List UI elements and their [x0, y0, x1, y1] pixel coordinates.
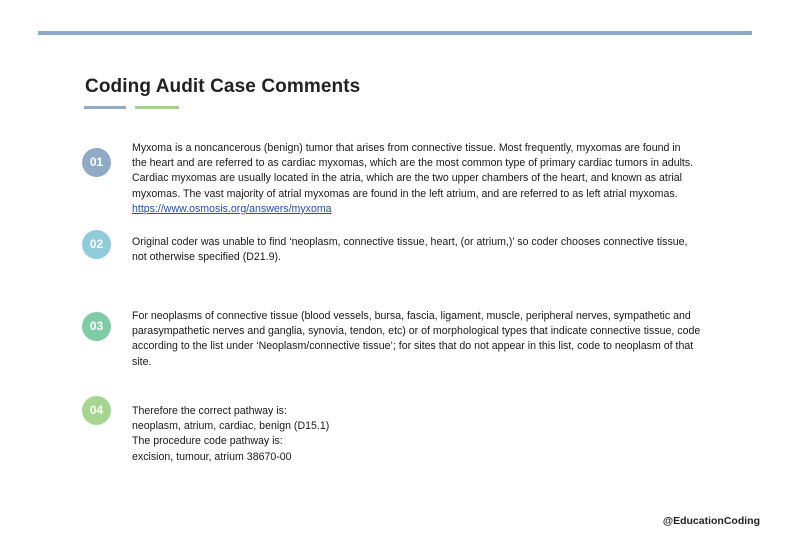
number-badge-02: 02: [82, 230, 111, 259]
comment-line: myxomas. The vast majority of atrial myxomas are found in the left atrium, and are referred to as left atrial myxomas.: [132, 187, 678, 200]
page-title: Coding Audit Case Comments: [85, 76, 361, 97]
comment-text-04: [132, 404, 752, 465]
comment-line: neoplasm, atrium, cardiac, benign (D15.1): [132, 420, 330, 433]
comment-text-01: [132, 141, 752, 217]
comment-line: site.: [132, 355, 152, 368]
comment-line: For neoplasms of connective tissue (blood vessels, bursa, fascia, ligament, muscle, peripheral nerves, sympathetic and: [132, 310, 691, 322]
comment-line: Myxoma is a noncancerous (benign) tumor that arises from connective tissue. Most frequently, myxomas are found in: [132, 142, 681, 154]
comment-line: parasympathetic nerves and ganglia, synovia, tendon, etc) or of morphological types that indicate connective tissue, code: [132, 325, 701, 338]
comment-text-03: [132, 309, 752, 370]
title-underline-blue: [84, 106, 126, 109]
comment-line: excision, tumour, atrium 38670-00: [132, 450, 292, 463]
footer-handle: @EducationCoding: [662, 515, 760, 527]
comment-line: The procedure code pathway is:: [132, 435, 283, 448]
comment-line: Original coder was unable to find ‘neoplasm, connective tissue, heart, (or atrium,)’ so coder chooses connective tissue,: [132, 236, 688, 248]
title-underline-green: [135, 106, 179, 109]
number-badge-04: 04: [82, 396, 111, 425]
comment-line: not otherwise specified (D21.9).: [132, 251, 281, 264]
comment-line: the heart and are referred to as cardiac myxomas, which are the most common type of primary cardiac tumors in adults.: [132, 157, 694, 170]
osmosis-link[interactable]: https://www.osmosis.org/answers/myxoma: [132, 202, 332, 215]
comment-line: according to the list under ‘Neoplasm/connective tissue’; for sites that do not appear in this list, code to neoplasm of that: [132, 340, 694, 353]
number-badge-03: 03: [82, 312, 111, 341]
number-badge-01: 01: [82, 148, 111, 177]
top-divider: [38, 31, 752, 35]
comment-text-02: [132, 235, 752, 265]
comment-line: Cardiac myxomas are usually located in the atria, which are the two upper chambers of the heart, and known as atrial: [132, 172, 682, 185]
comment-line: Therefore the correct pathway is:: [132, 405, 287, 417]
